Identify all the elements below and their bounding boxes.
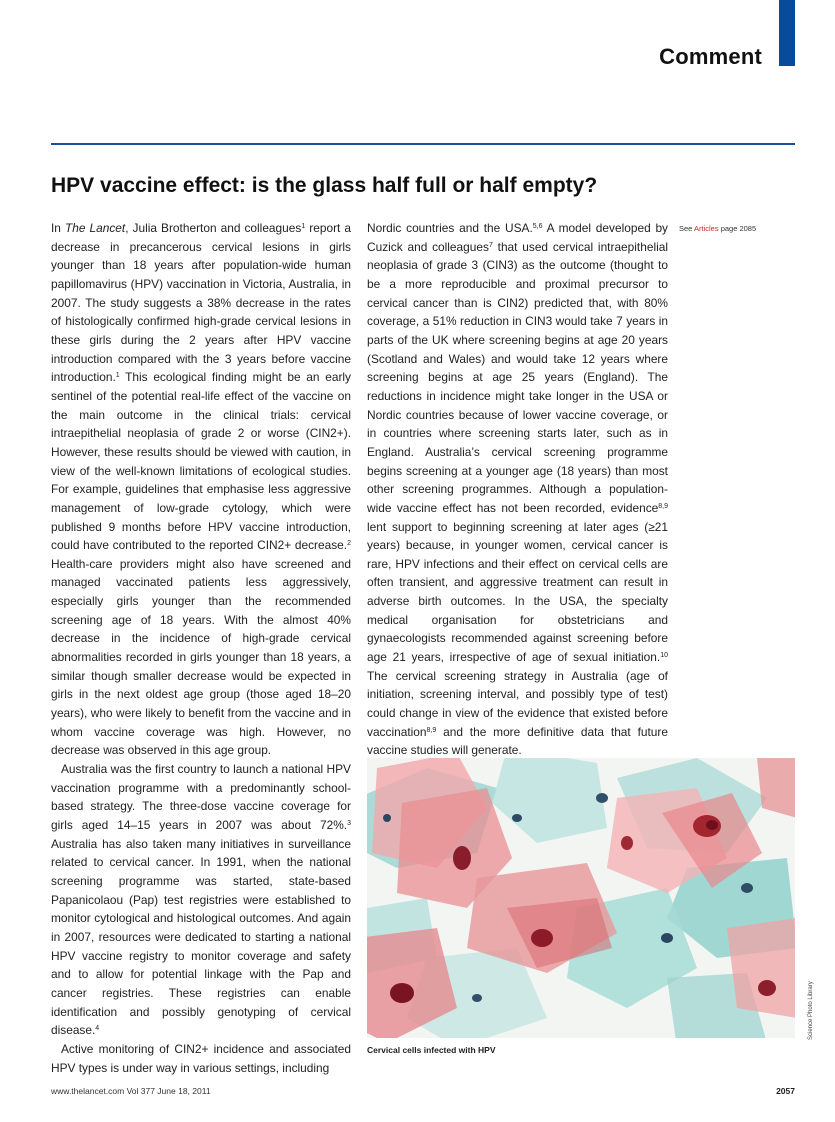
left-column: [51, 219, 351, 1077]
reference-mark[interactable]: 1: [115, 372, 120, 380]
reference-mark[interactable]: 3: [347, 820, 351, 827]
article-title: HPV vaccine effect: is the glass half full or half empty?: [51, 174, 598, 197]
figure-caption: Cervical cells infected with HPV: [367, 1045, 496, 1055]
text-run: and the more definitive data that future vaccine studies will generate.: [367, 724, 668, 758]
paragraph-3: [51, 1040, 351, 1077]
page-number: 2057: [776, 1086, 795, 1096]
cervical-cells-photo: [367, 758, 795, 1038]
journal-accent-bar: [779, 0, 795, 66]
text-run: Active monitoring of CIN2+ incidence and associated HPV types is under way in various settings, including: [51, 1041, 351, 1075]
text-run: , Julia Brotherton and colleagues: [125, 221, 302, 235]
text-run: Nordic countries and the USA.: [367, 221, 533, 235]
middle-column: [367, 219, 668, 760]
text-run: lent support to beginning screening at later ages (≥21 years) because, in younger women, cervical cancer is rare, HPV infections and their effect on cervical cells are often transient, and aggressive treatment can result in adverse birth outcomes. In the USA, the specialty medical organisation for obstetricians and gynaecologists recommended against screening before age 21 years, irrespective of age of sexual initiation.: [367, 519, 668, 665]
reference-mark[interactable]: 8,9: [658, 502, 668, 510]
footer-citation: www.thelancet.com Vol 377 June 18, 2011: [51, 1086, 211, 1096]
reference-mark[interactable]: 5,6: [532, 223, 543, 230]
reference-mark[interactable]: 10: [660, 652, 668, 660]
text-run: Health-care providers might also have screened and managed vaccinated patients less aggressively, especially girls younger than the recommended screening age of 18 years. With the almost 40% decrease in the incidence of high-grade cervical abnormalities recorded in girls younger than 18 years, a similar though smaller decrease would be expected in girls in the next oldest age group (those aged 18–20 years), who were likely to benefit from the vaccine and in whom vaccine coverage was high. However, no decrease was observed in this age group.: [51, 556, 351, 758]
text-run: This ecological finding might be an early sentinel of the potential real-life effect of the vaccine on the main outcome in the clinical trials: cervical intraepithelial neoplasia of grade 2 or worse (CIN2+). However, these results should be viewed with caution, in view of the well-known limitations of ecological studies. For example, guidelines that emphasise less aggressive management of low-grade cytology, which were published 9 months before HPV vaccine introduction, could have contributed to the reported CIN2+ decrease.: [51, 370, 351, 553]
see-also-note: [679, 224, 756, 233]
sidenote-suffix: page 2085: [718, 224, 757, 233]
reference-mark[interactable]: 7: [488, 241, 493, 249]
articles-link[interactable]: Articles: [694, 224, 719, 233]
header-rule: [51, 143, 795, 145]
text-run: Australia was the first country to launch a national HPV vaccination programme with a predominantly school-based strategy. The three-dose vaccine coverage for girls aged 14–15 years in 2007 was about 72%.: [51, 762, 351, 832]
reference-mark[interactable]: 4: [95, 1025, 100, 1033]
reference-mark[interactable]: 2: [347, 540, 351, 548]
text-run: that used cervical intraepithelial neoplasia of grade 3 (CIN3) as the outcome (thought to be a more reproducible and proximal precursor to cervical cancer than is CIN2) predicted that, with 80% coverage, a 51% reduction in CIN3 would take 7 years in parts of the UK where screening begins at age 20 years (Scotland and Wales) and would take 12 years where screening begins at age 25 years (England). The reductions in incidence might take longer in the USA or Nordic countries because of lower vaccine coverage, or in countries where screening starts later, such as in England. Australia’s cervical screening programme begins screening at a younger age (18 years) than most other screening programmes. Although a population-wide vaccine effect has not been recorded, evidence: [367, 239, 668, 515]
reference-mark[interactable]: 8,9: [426, 726, 437, 734]
text-run: Australia has also taken many initiatives in surveillance related to cervical cancer. In 1991, when the national screening programme was started, state-based Papanicolaou (Pap) test registries were established to monitor cytological and histological outcomes. And again in 2007, resources were dedicated to starting a national HPV vaccine registry to monitor coverage and safety and to allow for potential linkage with the Pap and cancer registries. These registries can enable identification and possibly genotyping of cervical disease.: [51, 836, 351, 1038]
paragraph-4: [367, 219, 668, 760]
text-run: report a decrease in precancerous cervical lesions in girls younger than 18 years after population-wide human papillomavirus (HPV) vaccination in Victoria, Australia, in 2007. The study suggests a 38% decrease in the rates of histologically confirmed high-grade cervical lesions in these girls during the 2 years after HPV vaccine introduction compared with the 3 years before vaccine introduction.: [51, 221, 351, 385]
photo-credit: Science Photo Library: [808, 981, 814, 1040]
paragraph-1: [51, 219, 351, 760]
text-run: The cervical screening strategy in Australia (age of initiation, screening interval, and possibly type of test) could change in view of the evidence that existed before vaccination: [367, 668, 668, 739]
sidenote-prefix: See: [679, 224, 695, 233]
reference-mark[interactable]: 1: [301, 223, 306, 230]
section-label: Comment: [659, 44, 762, 69]
journal-name: The Lancet: [64, 221, 126, 235]
paragraph-2: [51, 760, 351, 1040]
text-run: A model developed by Cuzick and colleagues: [367, 221, 668, 254]
text-run: In: [51, 221, 65, 235]
